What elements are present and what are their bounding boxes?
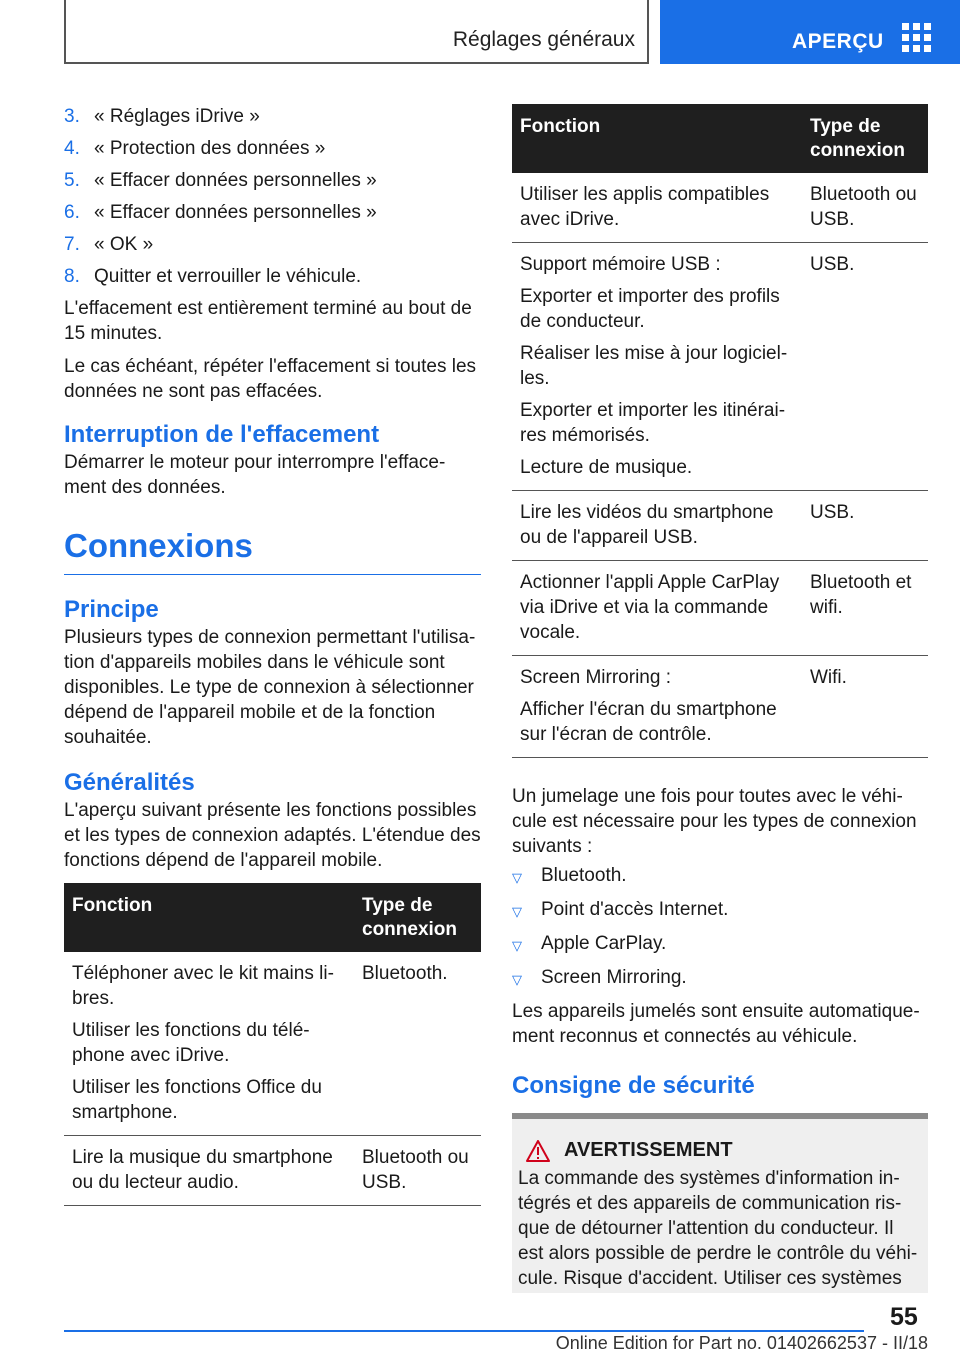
list-item: ▽ Bluetooth. <box>512 863 928 890</box>
list-item: 4. « Protection des données » <box>64 138 326 159</box>
warning-triangle-icon <box>526 1140 550 1162</box>
grid-icon <box>902 23 931 52</box>
footer-divider <box>64 1330 864 1332</box>
erase-repeat-text: Le cas échéant, répéter l'effacement si toutes les données ne sont pas effacées. <box>64 356 477 402</box>
triangle-bullet-icon: ▽ <box>512 904 522 919</box>
safety-heading: Consigne de sécurité <box>512 1072 755 1099</box>
triangle-bullet-icon: ▽ <box>512 972 522 987</box>
functions-table-right <box>512 104 928 758</box>
functions-table-left <box>64 883 481 1206</box>
list-item: ▽ Point d'accès Internet. <box>512 897 928 924</box>
steps-list <box>64 104 481 289</box>
interruption-text: Démarrer le moteur pour interrompre l'effacement des données. <box>64 452 446 498</box>
table-row: Lire les vidéos du smartphone ou de l'appareil USB. USB. <box>512 491 928 561</box>
list-item: 3. « Réglages iDrive » <box>64 106 260 127</box>
header-section <box>64 0 649 64</box>
generalites-heading: Généralités <box>64 769 195 796</box>
triangle-bullet-icon: ▽ <box>512 938 522 953</box>
table-row: Actionner l'appli Apple CarPlay via iDrive et via la commande vocale. Bluetooth et wifi. <box>512 561 928 656</box>
list-item: 8. Quitter et verrouiller le véhicule. <box>64 266 362 287</box>
warning-box <box>512 1113 928 1293</box>
section-title: Réglages généraux <box>452 28 635 51</box>
table-header-connection-type: Type de connexion <box>354 883 481 952</box>
list-item: 5. « Effacer données personnelles » <box>64 170 377 191</box>
table-row: Screen Mirroring : Afficher l'écran du smartphone sur l'écran de contrôle. Wifi. <box>512 656 928 758</box>
auto-connect-text: Les appareils jumelés sont ensuite automatiquement reconnus et connectés au véhicule. <box>512 1001 920 1047</box>
pairing-list <box>512 863 928 992</box>
table-row: Support mémoire USB : Exporter et importer des profils de conducteur. Réaliser les mise à jour logicielles. Exporter et importer les itinéraires mémorisés. Lecture de musique. USB. <box>512 243 928 491</box>
triangle-bullet-icon: ▽ <box>512 870 522 885</box>
table-row: Téléphoner avec le kit mains libres. Utiliser les fonctions du téléphone avec iDrive. Utiliser les fonctions Office du smartphone. Bluetooth. <box>64 952 481 1136</box>
principe-heading: Principe <box>64 596 159 623</box>
table-row: Lire la musique du smartphone ou du lecteur audio. Bluetooth ou USB. <box>64 1136 481 1206</box>
principe-text: Plusieurs types de connexion permettant l'utilisation d'appareils mobiles dans le véhicule sont disponibles. Le type de connexion à sélectionner dépend de l'appareil mobile et de la fonction souhaitée. <box>64 627 476 748</box>
list-item: 7. « OK » <box>64 234 154 255</box>
table-header-connection-type: Type de connexion <box>802 104 928 173</box>
erase-duration-text: L'effacement est entièrement terminé au bout de 15 minutes. <box>64 298 472 344</box>
edition-text: Online Edition for Part no. 01402662537 - II/18 <box>555 1333 928 1353</box>
warning-title: AVERTISSEMENT <box>564 1139 733 1161</box>
overview-tab-label: APERÇU <box>792 30 884 53</box>
right-column <box>512 104 928 1293</box>
table-header-function: Fonction <box>512 104 802 173</box>
table-row: Utiliser les applis compatibles avec iDrive. Bluetooth ou USB. <box>512 173 928 243</box>
list-item: 6. « Effacer données personnelles » <box>64 202 377 223</box>
warning-text: La commande des systèmes d'information intégrés et des appareils de communication risque de détourner l'attention du conducteur. Il est alors possible de perdre le contrôle du véhicule. Risque d'accident. Utiliser ces systèmes <box>518 1168 918 1289</box>
interruption-heading: Interruption de l'effacement <box>64 421 380 448</box>
page-number: 55 <box>890 1303 918 1331</box>
connexions-heading: Connexions <box>64 526 481 575</box>
list-item: ▽ Screen Mirroring. <box>512 965 928 992</box>
table-header-function: Fonction <box>64 883 354 952</box>
pairing-text: Un jumelage une fois pour toutes avec le véhicule est nécessaire pour les types de connexion suivants : <box>512 786 917 857</box>
left-column <box>64 104 481 1206</box>
overview-tab[interactable] <box>660 0 960 64</box>
generalites-text: L'aperçu suivant présente les fonctions possibles et les types de connexion adaptés. L'étendue des fonctions dépend de l'appareil mobile. <box>64 800 481 871</box>
list-item: ▽ Apple CarPlay. <box>512 931 928 958</box>
